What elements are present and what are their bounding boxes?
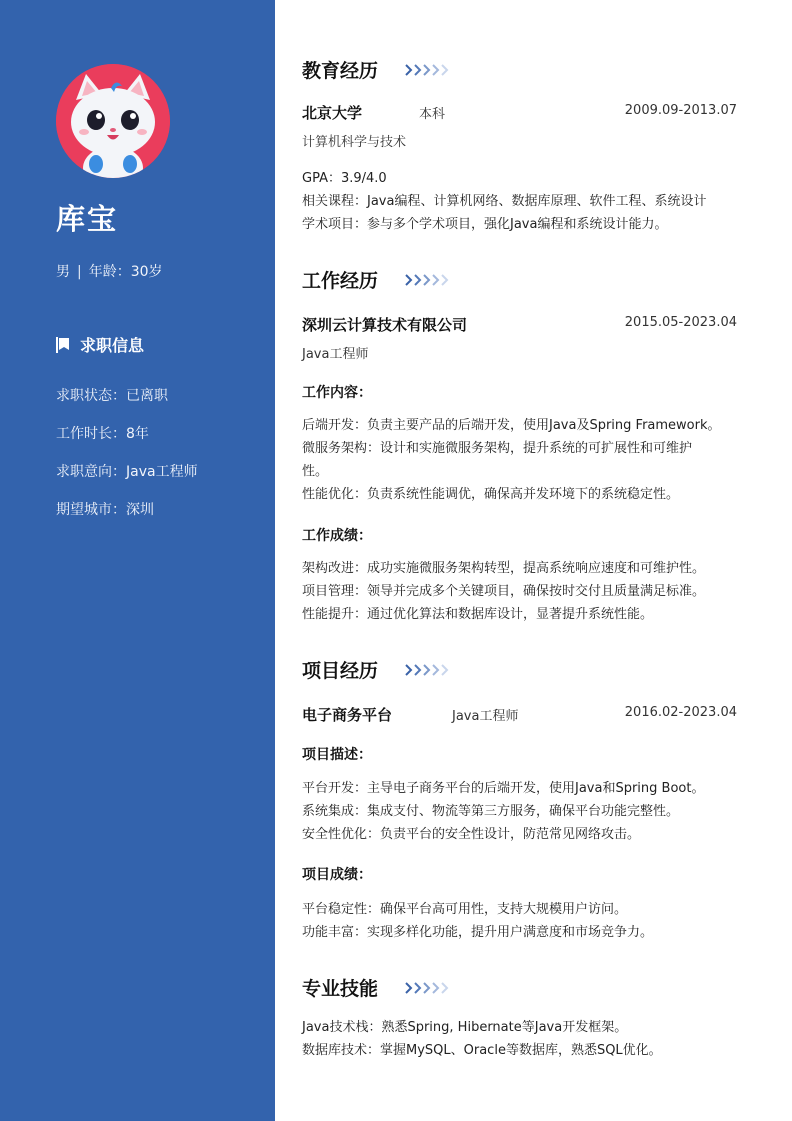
project-desc-line: 安全性优化：负责平台的安全性设计，防范常见网络攻击。 xyxy=(302,827,641,842)
divider: | xyxy=(77,264,82,280)
work-achieve-line: 性能提升：通过优化算法和数据库设计，显著提升系统性能。 xyxy=(302,607,654,622)
work-achieve-line: 架构改进：成功实施微服务架构转型，提高系统响应速度和可维护性。 xyxy=(302,561,706,576)
candidate-name: 库宝 xyxy=(56,202,119,236)
education-title: 教育经历 xyxy=(302,60,379,82)
education-line: GPA：3.9/4.0 xyxy=(302,171,387,186)
project-desc-line: 系统集成：集成支付、物流等第三方服务，确保平台功能完整性。 xyxy=(302,804,680,819)
work-achieve-line: 项目管理：领导并完成多个关键项目，确保按时交付且质量满足标准。 xyxy=(302,584,706,599)
chevrons-icon xyxy=(404,981,452,995)
skill-line: 数据库技术：掌握MySQL、Oracle等数据库，熟悉SQL优化。 xyxy=(302,1043,662,1058)
work-role: Java工程师 xyxy=(302,347,369,362)
project-date: 2016.02-2023.04 xyxy=(624,705,737,720)
chevrons-icon xyxy=(404,663,452,677)
skill-line: Java技术栈：熟悉Spring, Hibernate等Java开发框架。 xyxy=(302,1020,628,1035)
sidebar xyxy=(0,0,275,1121)
work-title: 工作经历 xyxy=(302,270,379,292)
education-line: 学术项目：参与多个学术项目，强化Java编程和系统设计能力。 xyxy=(302,217,668,232)
project-role: Java工程师 xyxy=(452,709,519,724)
chevrons-icon xyxy=(404,63,452,77)
skills-section-title xyxy=(302,974,452,1001)
education-section-title xyxy=(302,56,452,83)
job-info-heading xyxy=(56,333,144,356)
work-section-title xyxy=(302,266,452,293)
company-name: 深圳云计算技术有限公司 xyxy=(302,316,468,334)
major: 计算机科学与技术 xyxy=(302,135,407,150)
education-line: 相关课程：Java编程、计算机网络、数据库原理、软件工程、系统设计 xyxy=(302,194,707,209)
project-title: 项目经历 xyxy=(302,660,379,682)
expected-city: 期望城市：深圳 xyxy=(56,502,154,518)
job-status: 求职状态：已离职 xyxy=(56,388,168,404)
project-desc-line: 平台开发：主导电子商务平台的后端开发，使用Java和Spring Boot。 xyxy=(302,781,705,796)
avatar xyxy=(56,64,170,178)
project-achieve-line: 平台稳定性：确保平台高可用性，支持大规模用户访问。 xyxy=(302,902,628,917)
skills-title: 专业技能 xyxy=(302,978,379,1000)
work-date: 2015.05-2023.04 xyxy=(624,315,737,330)
job-info-title: 求职信息 xyxy=(80,336,145,355)
project-name: 电子商务平台 xyxy=(302,706,393,724)
work-content-line: 后端开发：负责主要产品的后端开发，使用Java及Spring Framework。 xyxy=(302,418,721,433)
education-date: 2009.09-2013.07 xyxy=(624,103,737,118)
work-content-line: 性能优化：负责系统性能调优，确保高并发环境下的系统稳定性。 xyxy=(302,487,680,502)
gender: 男 xyxy=(56,264,70,280)
work-content-line: 微服务架构：设计和实施微服务架构，提升系统的可扩展性和可维护 xyxy=(302,441,693,456)
work-years: 工作时长：8年 xyxy=(56,426,149,442)
chevrons-icon xyxy=(404,273,452,287)
work-content-line: 性。 xyxy=(302,464,329,479)
age: 年龄：30岁 xyxy=(88,264,163,280)
project-achieve-line: 功能丰富：实现多样化功能，提升用户满意度和市场竞争力。 xyxy=(302,925,654,940)
project-section-title xyxy=(302,656,452,683)
degree: 本科 xyxy=(419,107,446,122)
school-name: 北京大学 xyxy=(302,104,363,122)
work-achieve-heading: 工作成绩： xyxy=(302,528,372,544)
work-content-heading: 工作内容： xyxy=(302,385,372,401)
project-desc-heading: 项目描述： xyxy=(302,747,372,763)
project-achieve-heading: 项目成绩： xyxy=(302,867,372,883)
job-intent: 求职意向：Java工程师 xyxy=(56,464,198,480)
bookmark-flag-icon xyxy=(56,337,70,353)
cat-mascot-icon xyxy=(56,64,170,178)
basic-info xyxy=(56,261,163,281)
